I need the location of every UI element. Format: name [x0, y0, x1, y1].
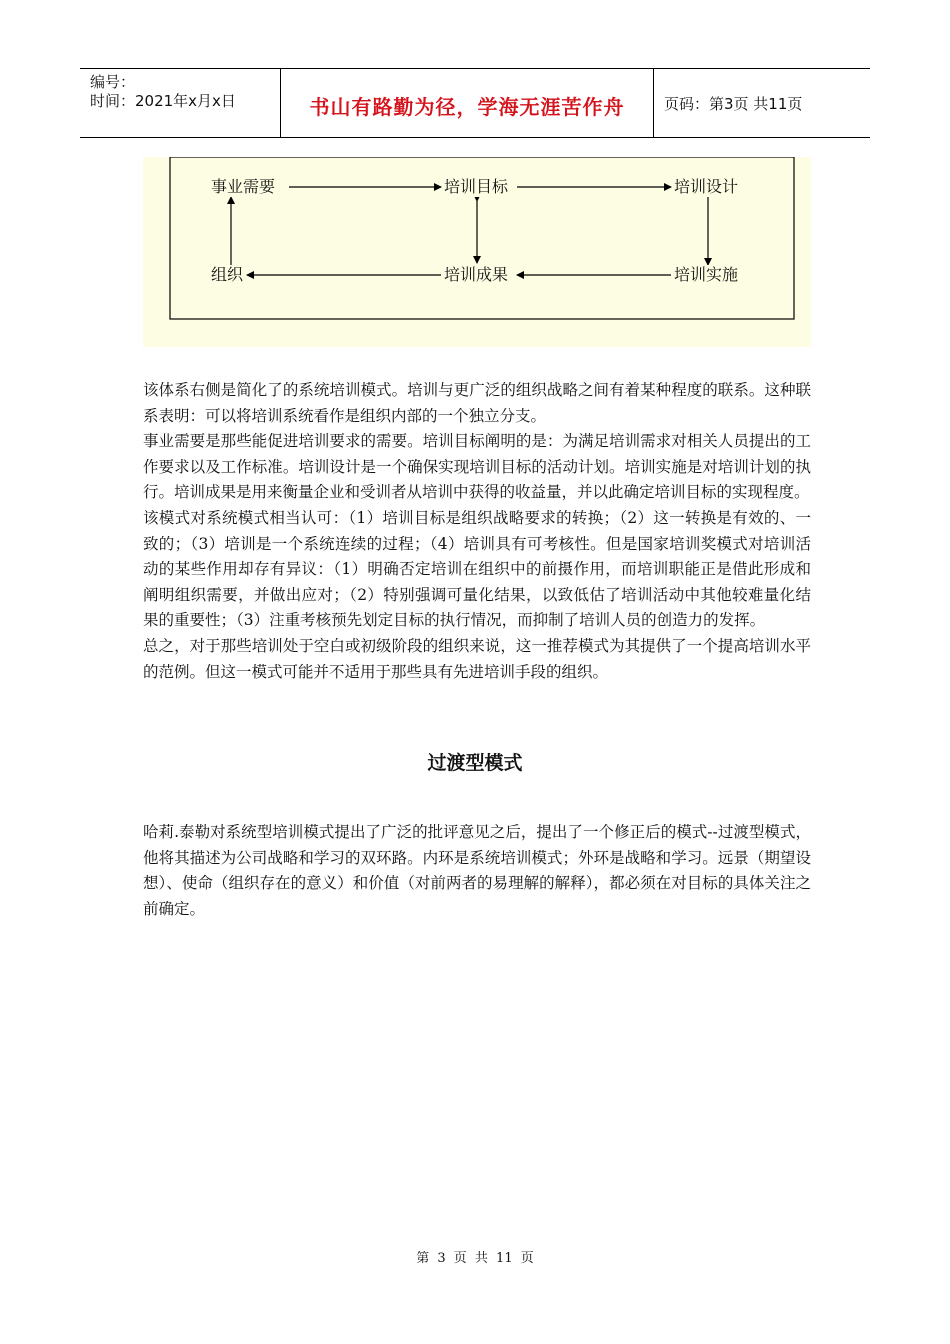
paragraph: 哈莉.泰勒对系统型培训模式提出了广泛的批评意见之后，提出了一个修正后的模式--过渡型模式，他将其描述为公司战略和学习的双环路。内环是系统培训模式；外环是战略和学习。远景（期望设想）、使命（组织存在的意义）和价值（对前两者的易理解的解释），都必须在对目标的具体关注之前确定。	[143, 823, 811, 918]
time-label: 时间：2021年x月x日	[90, 92, 236, 110]
node-training-results: 培训成果	[444, 265, 509, 284]
body-section-1	[143, 378, 811, 685]
page-header	[80, 68, 870, 138]
section-title: 过渡型模式	[427, 752, 523, 774]
number-label: 编号：	[90, 73, 136, 91]
training-model-diagram	[143, 157, 811, 347]
page-reference: 页码：第3页 共11页	[664, 95, 803, 113]
node-organization: 组织	[211, 265, 244, 284]
page-footer: 第 3 页 共 11 页	[416, 1251, 534, 1266]
body-section-2	[143, 820, 811, 922]
paragraph: 该模式对系统模式相当认可：（1）培训目标是组织战略要求的转换；（2）这一转换是有效的、一致的；（3）培训是一个系统连续的过程；（4）培训具有可考核性。但是国家培训奖模式对培训活动的某些作用却存有异议：（1）明确否定培训在组织中的前摄作用，而培训职能正是借此形成和阐明组织需要，并做出应对；（2）特别强调可量化结果，以致低估了培训活动中其他较难量化结果的重要性；（3）注重考核预先划定目标的执行情况，而抑制了培训人员的创造力的发挥。	[143, 508, 811, 630]
header-meta-cell	[80, 69, 281, 137]
paragraph: 事业需要是那些能促进培训要求的需要。培训目标阐明的是：为满足培训需求对相关人员提出的工作要求以及工作标准。培训设计是一个确保实现培训目标的活动计划。培训实施是对培训计划的执行。培训成果是用来衡量企业和受训者从培训中获得的收益量，并以此确定培训目标的实现程度。	[143, 432, 811, 502]
motto: 书山有路勤为径，学海无涯苦作舟	[309, 95, 625, 119]
node-training-design: 培训设计	[674, 177, 739, 196]
node-training-goals: 培训目标	[444, 177, 509, 196]
header-page-cell	[654, 69, 870, 137]
node-training-implementation: 培训实施	[674, 265, 739, 284]
header-motto-cell	[281, 69, 654, 137]
node-business-needs: 事业需要	[211, 177, 276, 196]
paragraph: 该体系右侧是简化了的系统培训模式。培训与更广泛的组织战略之间有着某种程度的联系。这种联系表明：可以将培训系统看作是组织内部的一个独立分支。	[143, 381, 811, 425]
paragraph: 总之，对于那些培训处于空白或初级阶段的组织来说，这一推荐模式为其提供了一个提高培训水平的范例。但这一模式可能并不适用于那些具有先进培训手段的组织。	[143, 636, 811, 681]
